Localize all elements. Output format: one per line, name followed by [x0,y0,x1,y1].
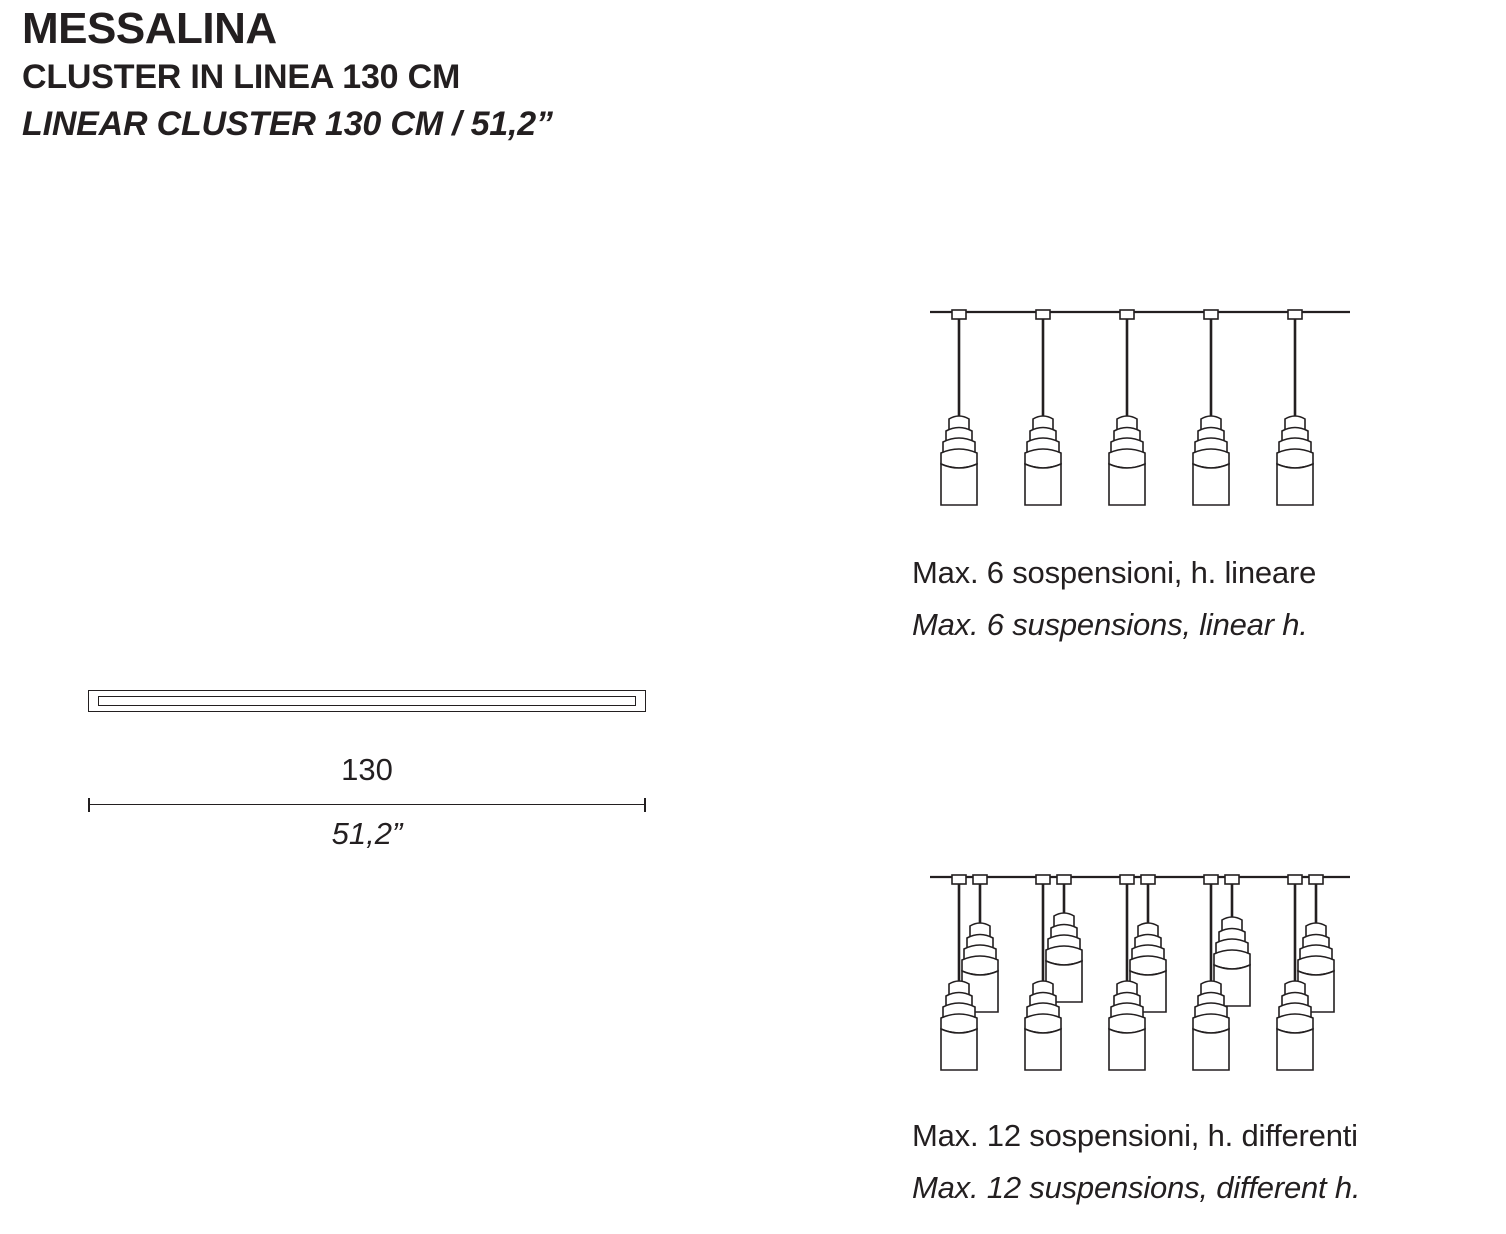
subtitle-english: LINEAR CLUSTER 130 CM / 51,2” [22,104,553,143]
cluster-different-heights-drawing [905,865,1375,1105]
cluster-linear-height-drawing [905,300,1375,540]
cluster-linear-caption-it: Max. 6 sospensioni, h. lineare [912,555,1317,590]
dimension-tick-right [644,798,646,812]
rail-drawing-group [88,690,648,851]
pendant [1109,310,1145,505]
subtitle-italian: CLUSTER IN LINEA 130 CM [22,58,461,97]
dimension-line [88,798,646,812]
cluster-different-caption-en: Max. 12 suspensions, different h. [912,1170,1361,1205]
pendant [1193,310,1229,505]
dimension-label-inches: 51,2” [331,816,403,851]
title-block [22,6,553,145]
pendant [1277,310,1313,505]
cluster-linear-caption-en: Max. 6 suspensions, linear h. [912,607,1308,642]
cluster-linear-height-svg [905,300,1375,535]
pendant [1025,310,1061,505]
pendant [941,310,977,505]
cluster-different-caption-it: Max. 12 sospensioni, h. differenti [912,1118,1358,1153]
dimension-rule [88,804,646,805]
cluster-different-heights-svg [905,865,1375,1100]
dimension-label-cm: 130 [341,752,393,787]
rail-inner-outline [98,696,636,706]
rail-outline [88,690,646,712]
page-title: MESSALINA [22,4,277,53]
